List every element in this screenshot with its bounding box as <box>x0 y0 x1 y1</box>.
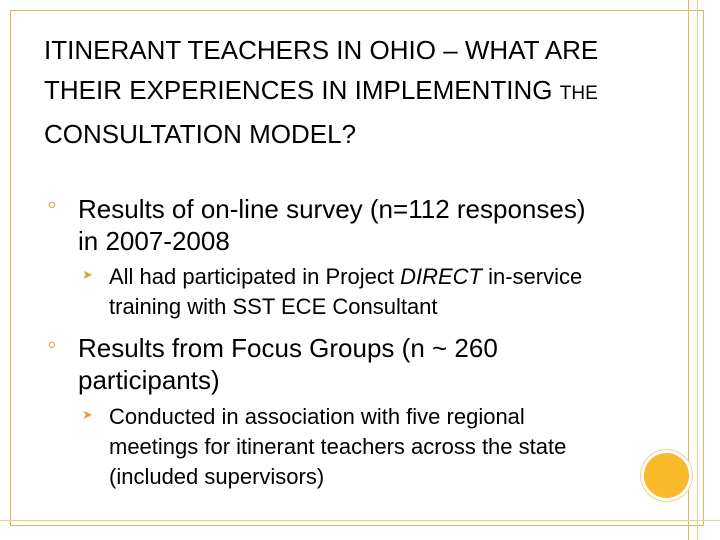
bullet-2-text: Results from Focus Groups (n ~ 260 participants) <box>78 333 498 395</box>
frame-line-bottom <box>0 520 720 521</box>
arrow-bullet-icon: ➤ <box>82 408 93 423</box>
title-part-2: THE <box>559 83 598 104</box>
sub-1-text-before: All had participated in Project <box>109 264 401 289</box>
arrow-bullet-icon: ➤ <box>82 268 93 283</box>
circle-bullet-icon: ⚪ <box>46 198 58 214</box>
frame-line-right <box>688 0 689 540</box>
slide-title <box>44 30 644 154</box>
frame-line-right-outer <box>697 0 698 540</box>
bullet-2-sub-text: Conducted in association with five regional meetings for itinerant teachers across the state (included supervisors) <box>109 404 567 489</box>
sub-1-text-after: in-service training with SST ECE Consultant <box>109 264 583 319</box>
sub-1-text-italic: DIRECT <box>400 264 482 289</box>
title-part-3: CONSULTATION MODEL? <box>44 119 357 149</box>
bullet-1-sub-text <box>109 262 609 322</box>
bullet-1-text: Results of on-line survey (n=112 responses) in 2007-2008 <box>78 194 586 256</box>
title-part-1: ITINERANT TEACHERS IN OHIO – WHAT ARE THEIR EXPERIENCES IN IMPLEMENTING <box>44 35 599 105</box>
decorative-circle <box>641 450 692 501</box>
circle-bullet-icon: ⚪ <box>46 338 58 354</box>
